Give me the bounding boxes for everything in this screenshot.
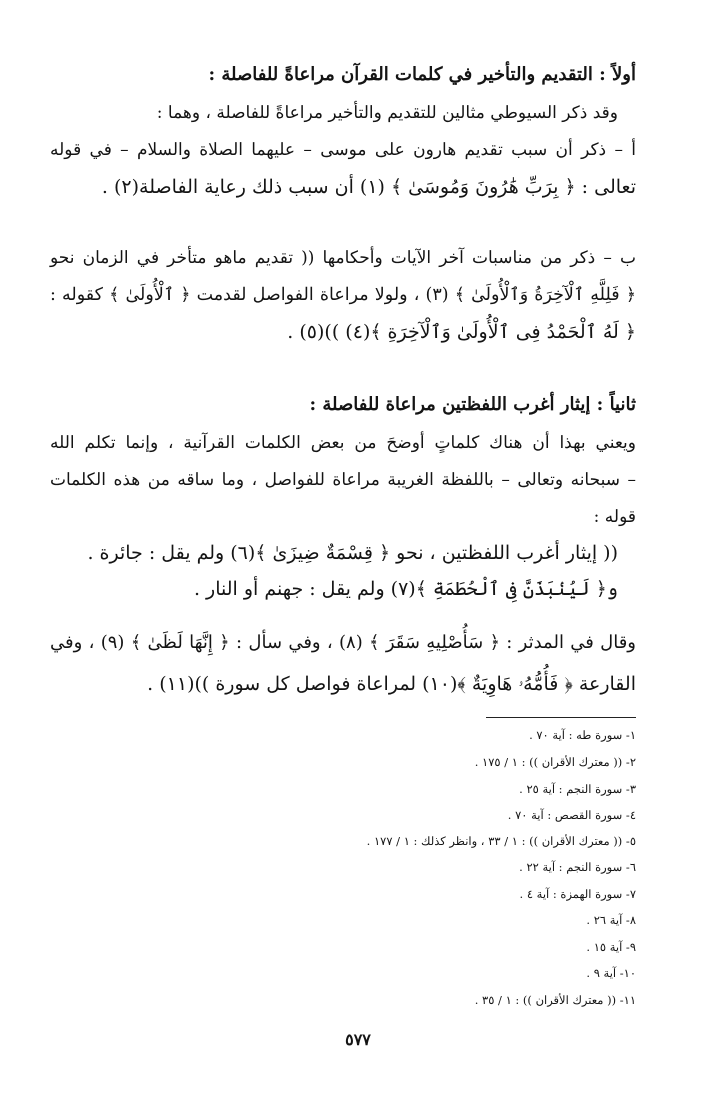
footnote: ٧- سورة الهمزة : آية ٤ . <box>519 887 636 901</box>
section-heading-second: ثانياً : إيثار أغرب اللفظتين مراعاة للفاصلة : <box>309 394 636 415</box>
paragraph-line: أ – ذكر أن سبب تقديم هارون على موسى – عليهما الصلاة والسلام – في قوله <box>50 140 636 160</box>
footnote: ١١- (( معترك الأقران )) : ١ / ٣٥ . <box>474 993 636 1007</box>
page-number: ٥٧٧ <box>345 1030 371 1049</box>
footnote: ٦- سورة النجم : آية ٢٢ . <box>519 860 636 874</box>
footnote: ٢- (( معترك الأقران )) : ١ / ١٧٥ . <box>474 755 636 769</box>
paragraph-line: ب – ذكر من مناسبات آخر الآيات وأحكامها (( تقديم ماهو متأخر في الزمان نحو <box>50 248 636 268</box>
footnote: ٥- (( معترك الأقران )) : ١ / ٣٣ ، وانظر كذلك : ١ / ١٧٧ . <box>366 834 636 848</box>
footnote: ٤- سورة القصص : آية ٧٠ . <box>507 808 636 822</box>
paragraph-line: ﴿ لَهُ ٱلْحَمْدُ فِى ٱلْأُولَىٰ وَٱلْآخِرَةِ ﴾(٤) ))(٥) . <box>287 321 636 343</box>
paragraph-line: (( إيثار أغرب اللفظتين ، نحو ﴿ قِسْمَةٌ ضِيزَىٰ ﴾(٦) ولم يقل : جائرة . <box>87 542 618 564</box>
paragraph-line: القارعة ﴿ فَأُمُّهُۥ هَاوِيَةٌ ﴾(١٠) لمراعاة فواصل كل سورة ))(١١) . <box>147 673 636 695</box>
section-heading-first: أولاً : التقديم والتأخير في كلمات القرآن مراعاةً للفاصلة : <box>208 64 636 85</box>
footnote-separator <box>486 717 636 718</box>
paragraph-line: ويعني بهذا أن هناك كلماتٍ أوضحَ من بعض الكلمات القرآنية ، وإنما تكلم الله <box>50 433 636 453</box>
footnote: ١- سورة طه : آية ٧٠ . <box>529 728 636 742</box>
paragraph-line: و﴿ لَيُنۢبَذَنَّ فِى ٱلْحُطَمَةِ ﴾(٧) ولم يقل : جهنم أو النار . <box>193 578 618 600</box>
paragraph-line: قوله : <box>593 507 636 527</box>
paragraph-line: ﴿ فَلِلَّهِ ٱلْآخِرَةُ وَٱلْأُولَىٰ ﴾ (٣) ، ولولا مراعاة الفواصل لقدمت ﴿ ٱلْأُولَىٰ ﴾ كقوله : <box>50 285 636 305</box>
paragraph-line: وقد ذكر السيوطي مثالين للتقديم والتأخير مراعاةً للفاصلة ، وهما : <box>156 103 618 123</box>
footnote: ٩- آية ١٥ . <box>586 940 636 954</box>
paragraph-line: وقال في المدثر : ﴿ سَأُصْلِيهِ سَقَرَ ﴾ (٨) ، وفي سأل : ﴿ إِنَّهَا لَظَىٰ ﴾ (٩) ، وفي <box>50 632 637 653</box>
paragraph-line: تعالى : ﴿ بِرَبِّ هَٰرُونَ وَمُوسَىٰ ﴾ (١) أن سبب ذلك رعاية الفاصلة(٢) . <box>101 176 636 198</box>
footnote: ٨- آية ٢٦ . <box>586 913 636 927</box>
footnote: ٣- سورة النجم : آية ٢٥ . <box>519 782 636 796</box>
paragraph-line: – سبحانه وتعالى – باللفظة الغريبة مراعاة للفواصل ، وما ساقه من هذه الكلمات <box>50 470 636 490</box>
footnote: ١٠- آية ٩ . <box>586 966 636 980</box>
